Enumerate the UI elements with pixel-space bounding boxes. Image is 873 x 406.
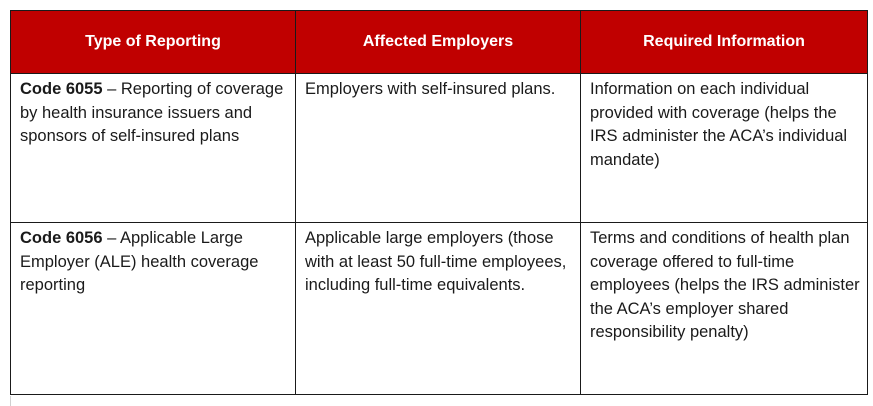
type-of-reporting-cell: [11, 74, 296, 223]
type-of-reporting-cell: [11, 223, 296, 395]
affected-employers-cell: Employers with self-insured plans.: [296, 74, 581, 223]
table-row: [11, 223, 868, 395]
header-required-information: Required Information: [581, 11, 868, 74]
required-information-cell: Terms and conditions of health plan coverage offered to full-time employees (helps the IRS administer the ACA’s employer shared responsibility penalty): [581, 223, 868, 395]
type-description: – Applicable Large Employer (ALE) health coverage reporting: [20, 229, 259, 294]
reporting-table: [10, 10, 868, 395]
header-affected-employers: Affected Employers: [296, 11, 581, 74]
header-row: [11, 11, 868, 74]
header-type-of-reporting: Type of Reporting: [11, 11, 296, 74]
code-label: Code 6056: [20, 229, 103, 247]
table-row: [11, 74, 868, 223]
type-description: – Reporting of coverage by health insurance issuers and sponsors of self-insured plans: [20, 80, 284, 145]
affected-employers-cell: Applicable large employers (those with at least 50 full-time employees, including full-time equivalents.: [296, 223, 581, 395]
code-label: Code 6055: [20, 80, 103, 98]
required-information-cell: Information on each individual provided with coverage (helps the IRS administer the ACA’s individual mandate): [581, 74, 868, 223]
divider: [10, 396, 11, 406]
